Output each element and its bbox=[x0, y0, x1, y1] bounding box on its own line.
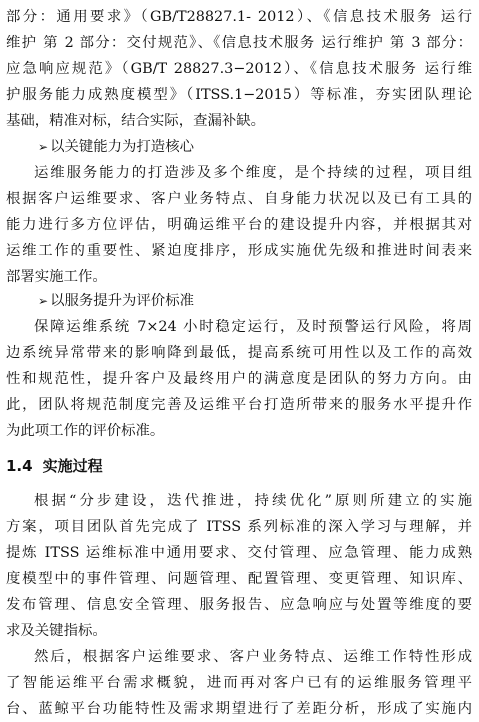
paragraph-line: 运维服务能力的打造涉及多个维度，是个持续的过程，项目组 bbox=[34, 165, 472, 181]
paragraph-line: 度模型中的事件管理、问题管理、配置管理、变更管理、知识库、 bbox=[6, 571, 472, 587]
paragraph-line: 应急响应规范》（GB/T 28827.3−2012）、《信息技术服务 运行维 bbox=[6, 61, 472, 77]
arrow-bullet-icon: ➢ bbox=[38, 294, 49, 308]
paragraph-line: 发布管理、信息安全管理、服务报告、应急响应与处置等维度的要 bbox=[6, 597, 472, 613]
paragraph-line: 边系统异常带来的影响降到最低，提高系统可用性以及工作的高效 bbox=[6, 345, 472, 361]
paragraph-line: 护服务能力成熟度模型》（ITSS.1−2015）等标准，夯实团队理论 bbox=[6, 87, 472, 103]
paragraph-line: 性和规范性，提升客户及最终用户的满意度是团队的努力方向。由 bbox=[6, 371, 472, 387]
paragraph-line: 维护 第 2 部分：交付规范》、《信息技术服务 运行维护 第 3 部分： bbox=[6, 35, 472, 51]
paragraph-line: 方案，项目团队首先完成了 ITSS 系列标准的深入学习与理解，并 bbox=[6, 519, 472, 535]
paragraph-line: 然后，根据客户运维要求、客户业务特点、运维工作特性形成 bbox=[34, 649, 472, 665]
bullet-heading-label: 以服务提升为评价标准 bbox=[50, 293, 194, 309]
arrow-bullet-icon: ➢ bbox=[38, 140, 49, 154]
section-heading bbox=[6, 453, 103, 479]
paragraph-line: 保障运维系统 7×24 小时稳定运行，及时预警运行风险，将周 bbox=[34, 319, 472, 335]
paragraph-line: 提炼 ITSS 运维标准中通用要求、交付管理、应急管理、能力成熟 bbox=[6, 545, 472, 561]
paragraph-line: 求及关键指标。 bbox=[6, 623, 107, 639]
bullet-heading-label: 以关键能力为打造核心 bbox=[50, 139, 194, 155]
paragraph-line: 部分：通用要求》（GB/T28827.1- 2012）、《信息技术服务 运行 bbox=[6, 9, 472, 25]
paragraph-line: 根据客户运维要求、客户业务特点、自身能力状况以及已有工具的 bbox=[6, 191, 472, 207]
paragraph-line: 此，团队将规范制度完善及运维平台打造所带来的服务水平提升作 bbox=[6, 397, 472, 413]
paragraph-line: 为此项工作的评价标准。 bbox=[6, 423, 165, 439]
section-number: 1.4 bbox=[6, 457, 33, 475]
paragraph-line: 运维工作的重要性、紧迫度排序，形成实施优先级和推进时间表来 bbox=[6, 243, 472, 259]
paragraph-line: 了智能运维平台需求概貌，进而再对客户已有的运维服务管理平 bbox=[6, 675, 472, 691]
paragraph-line: 根据“分步建设，迭代推进，持续优化”原则所建立的实施 bbox=[34, 493, 472, 509]
section-title: 实施过程 bbox=[42, 457, 103, 475]
bullet-heading-eval bbox=[38, 288, 476, 314]
paragraph-line: 台、蓝鲸平台功能特性及需求期望进行了差距分析，形成了实施内 bbox=[6, 701, 472, 717]
paragraph-line: 基础，精准对标，结合实际，查漏补缺。 bbox=[6, 113, 266, 129]
paragraph-line: 能力进行多方位评估，明确运维平台的建设提升内容，并根据其对 bbox=[6, 217, 472, 233]
bullet-heading-core bbox=[38, 134, 476, 160]
paragraph-line: 部署实施工作。 bbox=[6, 269, 107, 285]
